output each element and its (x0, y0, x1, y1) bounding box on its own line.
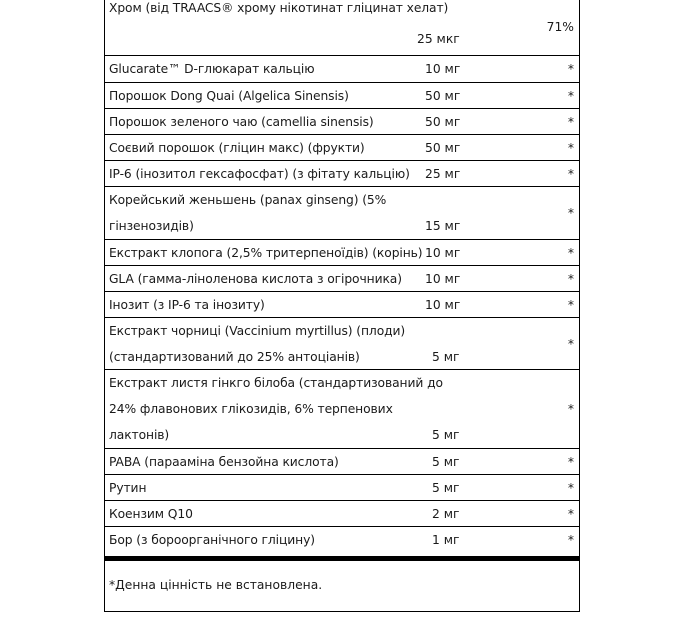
nutrient-row (105, 292, 579, 318)
nutrient-row (105, 135, 579, 161)
nutrient-name: Інозит (з IP-6 та інозиту) (109, 298, 265, 312)
nutrient-amount: 50 мг (425, 115, 461, 129)
nutrient-row (105, 56, 579, 83)
nutrient-name: Glucarate™ D-глюкарат кальцію (109, 62, 315, 76)
nutrient-amount: 5 мг (432, 455, 460, 469)
nutrient-amount: 25 мкг (417, 32, 460, 46)
nutrient-daily-value: * (567, 62, 574, 76)
nutrient-name: Екстракт чорниці (Vaccinium myrtillus) (плоди) (стандартизований до 25% антоціанів) (109, 324, 406, 364)
nutrient-amount: 10 мг (425, 246, 461, 260)
nutrient-row (105, 109, 579, 135)
nutrient-row (105, 0, 579, 56)
nutrient-name: Хром (від TRAACS® хрому нікотинат гліцинат хелат) (109, 1, 449, 15)
nutrient-row (105, 318, 579, 370)
nutrient-amount: 10 мг (425, 62, 461, 76)
nutrient-name: Екстракт листя гінкго білоба (стандартизований до 24% флавонових глікозидів, 6% терпенових лактонів) (109, 376, 443, 442)
nutrient-daily-value: * (567, 167, 574, 181)
nutrient-daily-value: * (567, 141, 574, 155)
nutrient-daily-value: * (567, 533, 574, 547)
nutrient-daily-value: * (567, 298, 574, 312)
nutrient-table (105, 0, 579, 553)
nutrient-amount: 5 мг (432, 350, 460, 364)
nutrient-daily-value: * (567, 206, 574, 220)
nutrient-daily-value: * (567, 246, 574, 260)
nutrient-name: Рутин (109, 481, 147, 495)
nutrient-name: IP-6 (інозитол гексафосфат) (з фітату кальцію) (109, 167, 410, 181)
nutrient-amount: 10 мг (425, 272, 461, 286)
supplement-facts-panel (104, 0, 580, 612)
nutrient-daily-value: 71% (546, 20, 574, 34)
nutrient-daily-value: * (567, 115, 574, 129)
nutrient-name: Екстракт клопога (2,5% тритерпеноїдів) (корінь) (109, 246, 423, 260)
nutrient-row (105, 527, 579, 553)
nutrient-daily-value: * (567, 89, 574, 103)
nutrient-row (105, 266, 579, 292)
nutrient-name: GLA (гамма-ліноленова кислота з огірочника) (109, 272, 402, 286)
nutrient-name: Коензим Q10 (109, 507, 193, 521)
nutrient-amount: 5 мг (432, 428, 460, 442)
thick-divider (105, 556, 579, 561)
nutrient-row (105, 161, 579, 187)
nutrient-daily-value: * (567, 402, 574, 416)
nutrient-row (105, 501, 579, 527)
nutrient-name: Корейський женьшень (panax ginseng) (5% гінзенозидів) (109, 193, 387, 233)
nutrient-row (105, 187, 579, 240)
nutrient-daily-value: * (567, 507, 574, 521)
nutrient-amount: 50 мг (425, 141, 461, 155)
nutrient-amount: 2 мг (432, 507, 460, 521)
nutrient-name: Порошок зеленого чаю (camellia sinensis) (109, 115, 374, 129)
nutrient-daily-value: * (567, 481, 574, 495)
nutrient-daily-value: * (567, 272, 574, 286)
nutrient-row (105, 240, 579, 266)
nutrient-name: PABA (парааміна бензойна кислота) (109, 455, 339, 469)
nutrient-amount: 25 мг (425, 167, 461, 181)
nutrient-row (105, 370, 579, 449)
nutrient-row (105, 449, 579, 475)
nutrient-amount: 10 мг (425, 298, 461, 312)
nutrient-amount: 5 мг (432, 481, 460, 495)
nutrient-name: Бор (з бороорганічного гліцину) (109, 533, 315, 547)
nutrient-row (105, 475, 579, 501)
nutrient-row (105, 83, 579, 109)
footnote: *Денна цінність не встановлена. (109, 578, 323, 592)
nutrient-daily-value: * (567, 455, 574, 469)
nutrient-amount: 15 мг (425, 219, 461, 233)
nutrient-name: Порошок Dong Quai (Algelica Sinensis) (109, 89, 349, 103)
nutrient-amount: 1 мг (432, 533, 460, 547)
nutrient-amount: 50 мг (425, 89, 461, 103)
nutrient-name: Соєвий порошок (гліцин макс) (фрукти) (109, 141, 365, 155)
nutrient-daily-value: * (567, 337, 574, 351)
